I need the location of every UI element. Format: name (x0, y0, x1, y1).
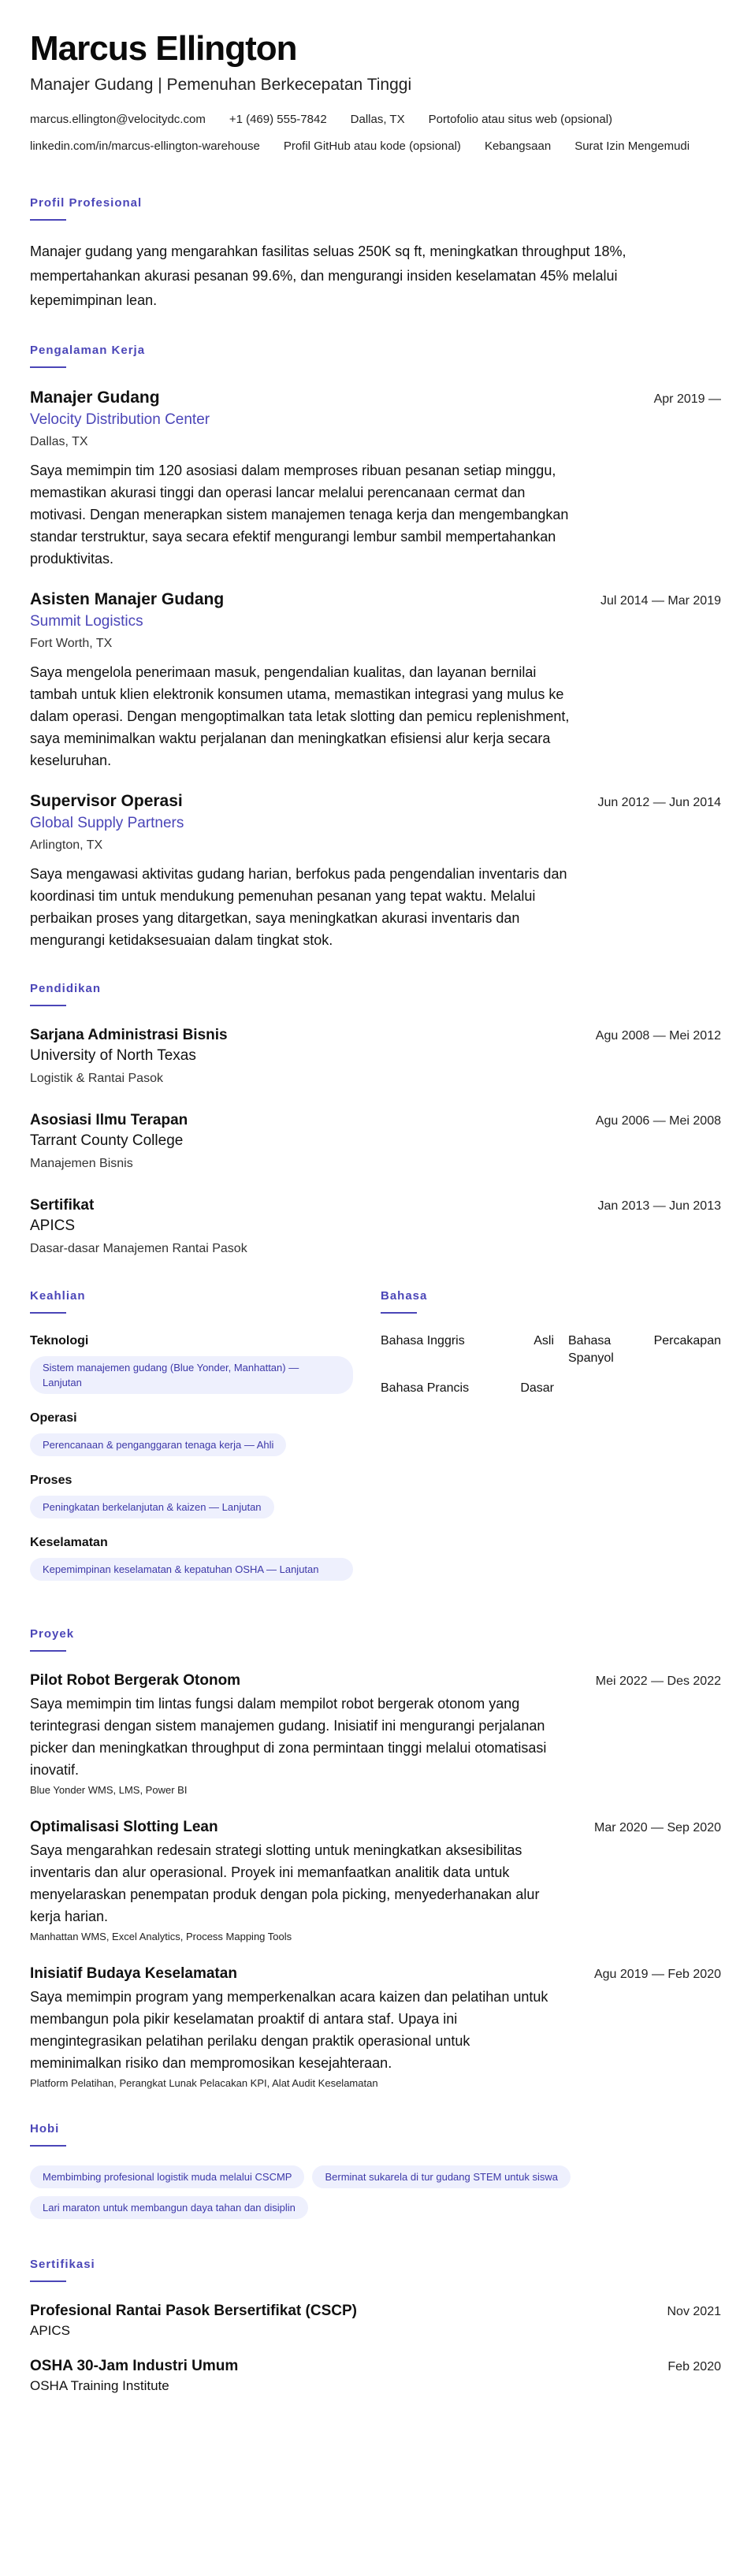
project-tech: Manhattan WMS, Excel Analytics, Process Mapping Tools (30, 1931, 292, 1942)
skills-languages-row (30, 1281, 721, 1597)
education-date: Agu 2008 — Mei 2012 (595, 1029, 721, 1043)
skill-group (30, 1410, 353, 1456)
section-divider (30, 219, 66, 221)
education-entry (30, 1025, 721, 1088)
project-entry (30, 1671, 721, 1798)
hobby-chip: Berminat sukarela di tur gudang STEM untuk siswa (312, 2165, 571, 2188)
education-entry (30, 1110, 721, 1173)
education-school: University of North Texas (30, 1047, 196, 1064)
project-description: Saya memimpin tim lintas fungsi dalam mempilot robot bergerak otonom yang terintegrasi dengan sistem manajemen gudang. Inisiatif ini mengurangi perjalanan picker dan meningkatkan throughput di zona permintaan tinggi melalui otomatisasi inovatif. (30, 1696, 547, 1778)
hobby-chip: Membimbing profesional logistik muda melalui CSCMP (30, 2165, 304, 2188)
skill-category: Proses (30, 1474, 72, 1487)
language-list (381, 1333, 721, 1397)
project-entry (30, 1964, 721, 2091)
education-date: Agu 2006 — Mei 2008 (595, 1114, 721, 1128)
project-title: Inisiatif Budaya Keselamatan (30, 1965, 237, 1982)
job-location: Fort Worth, TX (30, 637, 113, 650)
section-divider (30, 1312, 66, 1314)
language-name: Bahasa Spanyol (568, 1334, 614, 1365)
skill-category: Teknologi (30, 1334, 89, 1347)
skill-group (30, 1534, 353, 1581)
job-location: Arlington, TX (30, 838, 103, 852)
job-role: Asisten Manajer Gudang (30, 590, 225, 608)
job-role: Supervisor Operasi (30, 792, 183, 810)
person-name: Marcus Ellington (30, 29, 297, 68)
project-date: Mar 2020 — Sep 2020 (594, 1821, 721, 1834)
language-level: Asli (534, 1334, 554, 1347)
language-level: Percakapan (653, 1334, 721, 1347)
hobby-chip: Lari maraton untuk membangun daya tahan dan disiplin (30, 2196, 308, 2219)
job-company: Global Supply Partners (30, 815, 184, 831)
education-school: APICS (30, 1217, 76, 1234)
hobbies-section (30, 2121, 721, 2227)
education-field: Dasar-dasar Manajemen Rantai Pasok (30, 1242, 247, 1255)
job-date: Jun 2012 — Jun 2014 (597, 796, 721, 809)
skill-chip: Kepemimpinan keselamatan & kepatuhan OSHA — Lanjutan (30, 1558, 353, 1581)
section-divider (30, 2280, 66, 2282)
section-divider (30, 366, 66, 368)
certifications-section (30, 2257, 721, 2396)
contact-portfolio[interactable]: Portofolio atau situs web (opsional) (428, 113, 613, 126)
section-title: Bahasa (381, 1289, 428, 1303)
project-description: Saya mengarahkan redesain strategi slotting untuk meningkatkan aksesibilitas inventaris dan alur operasional. Proyek ini memanfaatkan analitik data untuk menyelaraskan penempatan produk dengan pola picking, menyederhanakan alur kerja harian. (30, 1842, 540, 1924)
certification-entry (30, 2301, 721, 2340)
language-name: Bahasa Inggris (381, 1334, 465, 1347)
experience-entry (30, 790, 721, 951)
job-company: Summit Logistics (30, 613, 143, 630)
section-divider (30, 2145, 66, 2147)
certification-name: OSHA 30-Jam Industri Umum (30, 2358, 239, 2374)
project-title: Pilot Robot Bergerak Otonom (30, 1672, 241, 1689)
education-date: Jan 2013 — Jun 2013 (597, 1199, 721, 1213)
project-entry (30, 1817, 721, 1945)
contact-nationality: Kebangsaan (484, 139, 552, 153)
skill-category: Operasi (30, 1411, 77, 1425)
section-title: Keahlian (30, 1289, 86, 1303)
languages-section (381, 1281, 721, 1597)
language-level: Dasar (520, 1381, 554, 1395)
section-divider (30, 1650, 66, 1652)
certification-date: Nov 2021 (667, 2305, 721, 2318)
language-name: Bahasa Prancis (381, 1381, 470, 1395)
contact-location: Dallas, TX (350, 113, 405, 126)
section-title: Pengalaman Kerja (30, 344, 146, 357)
section-title: Sertifikasi (30, 2258, 95, 2271)
job-company: Velocity Distribution Center (30, 411, 210, 428)
skill-chip: Peningkatan berkelanjutan & kaizen — Lanjutan (30, 1496, 274, 1518)
skills-section (30, 1281, 353, 1597)
person-title: Manajer Gudang | Pemenuhan Berkecepatan Tinggi (30, 76, 412, 94)
contact-phone[interactable]: +1 (469) 555-7842 (229, 113, 327, 126)
contact-github[interactable]: Profil GitHub atau kode (opsional) (283, 139, 461, 153)
education-field: Manajemen Bisnis (30, 1157, 133, 1170)
certification-name: Profesional Rantai Pasok Bersertifikat (CSCP) (30, 2303, 357, 2319)
contact-linkedin[interactable]: linkedin.com/in/marcus-ellington-warehouse (30, 139, 260, 153)
experience-entry (30, 387, 721, 570)
skill-group (30, 1472, 353, 1518)
projects-section (30, 1626, 721, 2091)
experience-entry (30, 589, 721, 771)
section-divider (30, 1005, 66, 1006)
job-role: Manajer Gudang (30, 388, 160, 407)
contact-list (30, 112, 721, 165)
skill-chip: Perencanaan & penganggaran tenaga kerja — Ahli (30, 1433, 286, 1456)
education-degree: Sarjana Administrasi Bisnis (30, 1027, 228, 1043)
certification-issuer: APICS (30, 2323, 71, 2338)
header (30, 28, 721, 165)
job-date: Jul 2014 — Mar 2019 (600, 594, 721, 608)
section-title: Proyek (30, 1627, 75, 1641)
job-description: Saya mengawasi aktivitas gudang harian, berfokus pada pengendalian inventaris dan koordinasi tim untuk mendukung pemenuhan pesanan yang tepat waktu. Melalui perbaikan proses yang ditargetkan, saya meningkatkan akurasi inventaris dan mengurangi ketidaksesuaian dalam tingkat stok. (30, 866, 567, 948)
contact-email[interactable]: marcus.ellington@velocitydc.com (30, 113, 206, 126)
education-section (30, 981, 721, 1258)
job-location: Dallas, TX (30, 435, 88, 448)
skill-chip: Sistem manajemen gudang (Blue Yonder, Manhattan) — Lanjutan (30, 1356, 353, 1394)
project-description: Saya memimpin program yang memperkenalkan acara kaizen dan pelatihan untuk membangun pola pikir keselamatan proaktif di antara staf. Upaya ini mengintegrasikan pelatihan perilaku dengan praktik operasional untuk meminimalkan risiko dan mempromosikan kesejahteraan. (30, 1989, 548, 2071)
project-title: Optimalisasi Slotting Lean (30, 1819, 218, 1835)
section-divider (381, 1312, 417, 1314)
job-description: Saya mengelola penerimaan masuk, pengendalian kualitas, dan layanan bernilai tambah untuk klien elektronik konsumen utama, memastikan integrasi yang mulus ke dalam operasi. Dengan mengoptimalkan tata letak slotting dan pemicu replenishment, saya meminimalkan waktu perjalanan dan meningkatkan efisiensi alur kerja secara keseluruhan. (30, 664, 570, 768)
certification-entry (30, 2356, 721, 2396)
experience-section (30, 343, 721, 951)
job-date: Apr 2019 — (653, 392, 721, 406)
summary-section (30, 195, 721, 313)
section-title: Hobi (30, 2122, 60, 2136)
skill-category: Keselamatan (30, 1536, 108, 1549)
education-entry (30, 1195, 721, 1258)
hobby-list (30, 2165, 721, 2227)
education-degree: Asosiasi Ilmu Terapan (30, 1112, 188, 1128)
certification-issuer: OSHA Training Institute (30, 2378, 169, 2393)
certification-date: Feb 2020 (667, 2360, 721, 2373)
project-tech: Blue Yonder WMS, LMS, Power BI (30, 1784, 188, 1796)
section-title: Pendidikan (30, 982, 102, 995)
contact-license: Surat Izin Mengemudi (574, 139, 690, 153)
education-school: Tarrant County College (30, 1132, 184, 1149)
project-tech: Platform Pelatihan, Perangkat Lunak Pelacakan KPI, Alat Audit Keselamatan (30, 2077, 378, 2089)
project-date: Mei 2022 — Des 2022 (595, 1675, 721, 1688)
education-degree: Sertifikat (30, 1197, 95, 1214)
section-title: Profil Profesional (30, 196, 143, 210)
skill-group (30, 1333, 353, 1394)
job-description: Saya memimpin tim 120 asosiasi dalam memproses ribuan pesanan setiap minggu, memastikan akurasi tinggi dan operasi lancar melalui perencanaan cermat dan motivasi. Dengan menerapkan sistem manajemen tenaga kerja dan mengembangkan standar terstruktur, saya secara efektif mengurangi lembur sambil mempertahankan produktivitas. (30, 463, 569, 567)
education-field: Logistik & Rantai Pasok (30, 1072, 163, 1085)
summary-text: Manajer gudang yang mengarahkan fasilitas seluas 250K sq ft, meningkatkan throughput 18%, mempertahankan akurasi pesanan 99.6%, dan mengurangi insiden keselamatan 45% melalui kepemimpinan lean. (30, 243, 626, 308)
project-date: Agu 2019 — Feb 2020 (593, 1968, 721, 1981)
